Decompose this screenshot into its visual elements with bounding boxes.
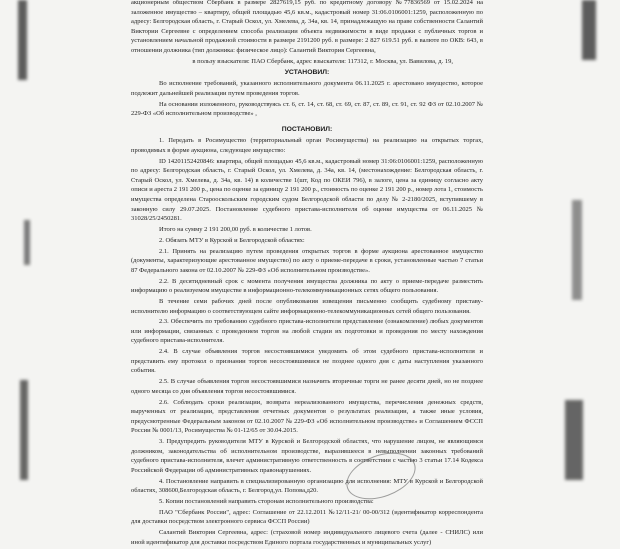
established-paragraph: На основании изложенного, руководствуясь ст. 6, ст. 14, ст. 68, ст. 69, ст. 87, ст. 89, ст. 91, ст. 92 ФЗ от 02.10.2007 № 229-ФЗ «Об исполнительном производстве» , xyxy=(131,100,483,118)
decree-paragraph: 2. Обязать МТУ в Курской и Белгородской областях: xyxy=(159,236,305,244)
decree-paragraph: 2.1. Принять на реализацию путем проведения открытых торгов в форме аукциона арестованное имущество (документы, характеризующие арестованное имущество) по акту о приеме-передаче в сроки, установленные частью 7 статьи 87 Федерального закона от 02.10.2007 № 229-ФЗ «Об исполнительном производстве». xyxy=(131,247,483,274)
established-paragraph: Во исполнение требований, указанного исполнительного документа 06.11.2025 г. арестовано имущество, которое подлежит дальнейшей реализации путем проведения торгов. xyxy=(131,80,483,97)
decree-paragraph: 2.5. В случае объявления торгов несостоявшимися назначить вторичные торги не ранее десяти дней, но не позднее одного месяца со дня объявления торгов несостоявшимися. xyxy=(131,378,483,395)
scan-artifact xyxy=(565,400,583,480)
decree-paragraph: Салантий Виктория Сергеевна, адрес: (страховой номер индивидуального лицевого счета (далее - СНИЛС) или иной идентификатор для доставки посредством Единого портала государственных и муниципальных услуг) xyxy=(131,529,483,546)
decree-heading: ПОСТАНОВИЛ: xyxy=(281,125,333,133)
scan-artifact xyxy=(24,220,30,265)
creditor-line: в пользу взыскателя: ПАО Сбербанк, адрес взыскателя: 117312, г. Москва, ул. Вавилова, д. 19, xyxy=(192,57,453,65)
decree-paragraph: ПАО "Сбербанк России", адрес: Соглашение от 22.12.2011 №12/11-21/ 00-00/312 (идентификатор корреспондента для доставки посредством электронного сервиса ФССП России) xyxy=(131,508,483,526)
decree-paragraph: 2.6. Соблюдать сроки реализации, возврата нереализованного имущества, перечисления денежных средств, вырученных от реализации, представления отчетных документов о результатах реализации, а также иные условия, предусмотренные Федеральным законом от 02.10.2007 № 229-ФЗ «Об исполнительном производстве» и Соглашением ФССП России № 0001/13, Росимущества № 01-12/65 от 30.04.2015. xyxy=(131,398,483,435)
decree-paragraph: 2.4. В случае объявления торгов несостоявшимися уведомить об этом судебного пристава-исполнителя и представить ему протокол о признании торгов несостоявшимися не позднее одного дня с даты наступления указанного события. xyxy=(131,348,483,375)
document-page xyxy=(131,0,483,549)
intro-paragraph: акционерным обществом Сбербанк в размере 2827619,15 руб. по кредитному договору №77836569 от 15.02.2024 на заложенное имущество – квартиру, общей площадью 45,6 кв.м., кадастровый номер 31:06.0106001:1259, расположенную по адресу: Белгородская область, г. Старый Оскол, ул. Хмелева, д. 34а, кв. 14, принадлежащую на праве собственности Салантий Виктории Сергеевне с определением способа реализации объекта недвижимости в виде продажи с публичных торгов и установлением начальной продажной стоимости в размере 2191200 руб. в размере: 2 827 619.51 руб. в валюте по ОКВ: 643, в отношении должника (тип должника: физическое лицо): Салантий Виктория Сергеевна, xyxy=(131,0,483,54)
scan-artifact xyxy=(582,0,596,60)
decree-paragraph: ID 14201152420846: квартира, общей площадью 45,6 кв.м., кадастровый номер 31:06:0106001:1259, расположенную по адресу: Белгородская область, г. Старый Оскол, ул. Хмелева, д. 34а, кв. 14, (местонахождение: Белгородская область, г. Старый Оскол, ул. Хмелева, д. 34а, кв. 14) в количестве 1(шт, Код по ОКЕИ 796), в залоге, цена за единицу согласно акту описи и ареста 2 191 200 р., цена по оценке за единицу 2 191 200 р., стоимость по оценке 2 191 200 р., номер лота 1, стоимость имущества определена Старооскольским городским судом Белгородской области по делу № 2-2180/2025, вступившему в законную силу 29.07.2025. Постановление судебного пристава-исполнителя об оценке имущества от 06.11.2025 № 31028/25/2450281. xyxy=(131,157,483,223)
scan-artifact xyxy=(18,0,27,80)
decree-paragraph: 4. Постановление направить в специализированную организацию для исполнения: МТУ в Курской и Белгородской областях, 308600,Белгородская область, г. Белгород,ул. Попова,д20. xyxy=(131,477,483,495)
scan-artifact xyxy=(20,380,28,480)
decree-paragraph: 2.2. В десятидневный срок с момента получения имущества должника по акту о приеме-передаче разместить информацию о реализуемом имуществе в информационно-телекоммуникационных сетях общего пользования. xyxy=(131,277,483,295)
decree-paragraph: В течение семи рабочих дней после опубликования извещения письменно сообщить судебному приставу-исполнителю информацию о соответствующем сайте информационно-телекоммуникационных сетей общего пользования. xyxy=(131,297,483,315)
decree-paragraph: Итого на сумму 2 191 200,00 руб. в количестве 1 лотов. xyxy=(159,226,312,233)
decree-paragraph: 5. Копии постановлений направить сторонам исполнительного производства: xyxy=(159,498,374,506)
decree-paragraph: 2.3. Обеспечить по требованию судебного пристава-исполнителя представление (ознакомление) любых документов или информации, связанных с проведением торгов на любой стадии их подготовки и проведения по месту нахождения судебного пристава-исполнителя. xyxy=(131,318,483,345)
established-heading: УСТАНОВИЛ: xyxy=(284,68,330,76)
scan-artifact xyxy=(572,200,582,300)
decree-paragraph: 3. Предупредить руководителя МТУ в Курской и Белгородской областях, что нарушение лицом, не являющимся должником, законодательства об исполнительном производстве, выразившееся в невыполнении законных требований судебного пристава-исполнителя, влечет административную ответственность в соответствии с частью 3 статьи 17.14 Кодекса Российской Федерации об административных правонарушениях. xyxy=(131,438,483,474)
decree-paragraph: 1. Передать в Росимущество (территориальный орган Росимущества) на реализацию на открытых торгах, проводимых в форме аукциона, следующее имущество: xyxy=(131,137,483,154)
